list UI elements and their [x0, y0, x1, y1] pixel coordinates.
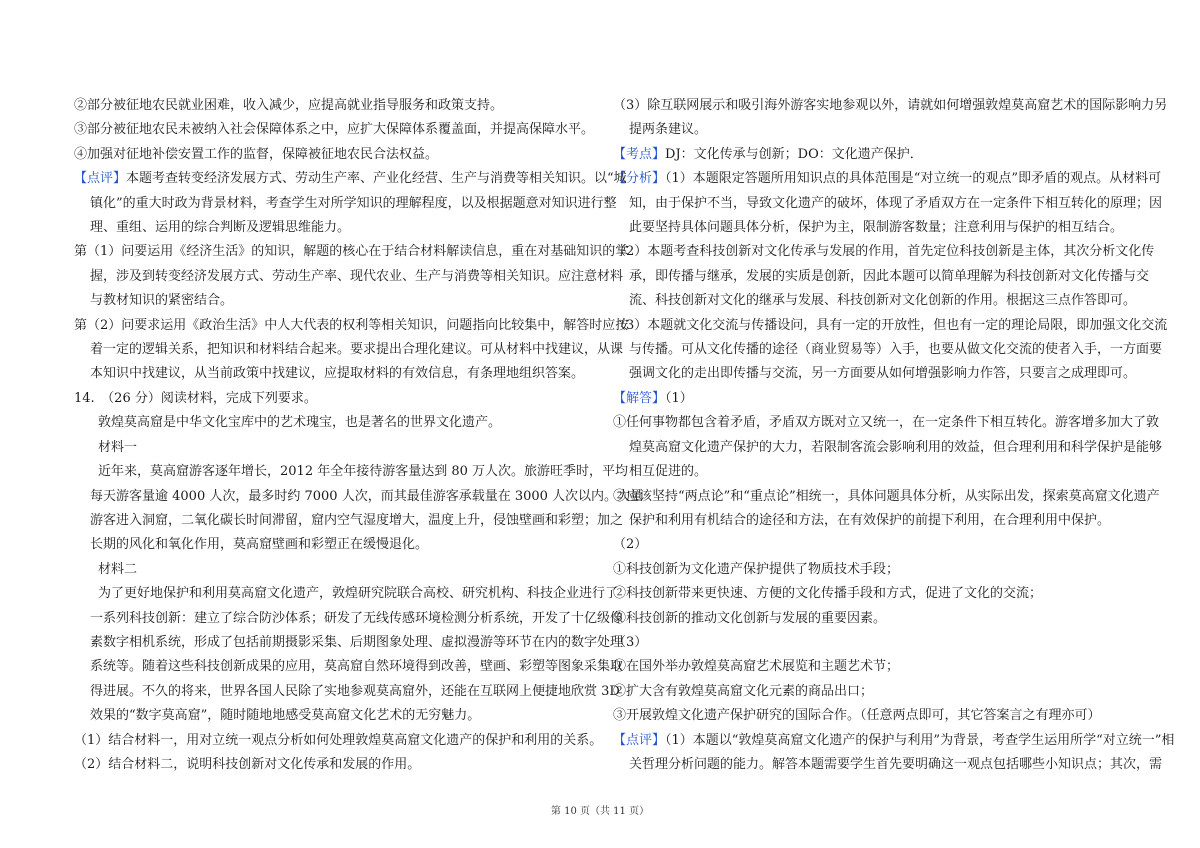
line-text: （3）除互联网展示和吸引海外游客实地参观以外，请就如何增强敦煌莫高窟艺术的国际影响力另 [613, 98, 1168, 113]
text-line [613, 387, 1131, 411]
line-text: 与教材知识的紧密结合。 [90, 293, 234, 309]
line-text: 保护和利用有机结合的途径和方法，在有效保护的前提下利用，在合理利用中保护。 [629, 512, 1111, 528]
section-tag: 【点评】 [613, 732, 666, 748]
line-text: ③开展敦煌文化遗产保护研究的国际合作。（任意两点即可，其它答案言之有理亦可） [613, 708, 1101, 724]
text-line [74, 387, 584, 411]
text-line [613, 485, 1160, 509]
text-line [74, 631, 624, 655]
text-line [613, 265, 1150, 289]
text-line [613, 143, 1131, 167]
text-line [613, 631, 1131, 655]
text-line [74, 240, 629, 264]
text-line [74, 533, 584, 557]
text-line [613, 436, 1163, 460]
text-line [74, 582, 619, 606]
section-tag: 【分析】 [613, 171, 666, 187]
line-text: （1）本题以“敦煌莫高窟文化遗产的保护与利用”为背景，考查学生运用所学“对立统一”相 [665, 732, 1175, 748]
line-text: 承，即传播与继承，发展的实质是创新，因此本题可以简单理解为科技创新对文化传播与交 [629, 268, 1150, 284]
text-line [613, 655, 1131, 679]
text-line [74, 338, 624, 362]
page-footer: 第 10 页（共 11 页） [550, 806, 650, 817]
text-line [74, 655, 624, 679]
text-line [613, 533, 1131, 557]
text-line [74, 265, 624, 289]
line-text: ②扩大含有敦煌莫高窟文化元素的商品出口； [613, 683, 874, 699]
text-line [613, 460, 1131, 484]
line-text: （2）结合材料二，说明科技创新对文化传承和发展的作用。 [74, 756, 421, 772]
line-text: （3） [613, 634, 648, 650]
line-text: ③部分被征地农民未被纳入社会保障体系之中，应扩大保障体系覆盖面，并提高保障水平。 [74, 122, 595, 138]
line-text: ②部分被征地农民就业困难，收入减少，应提高就业指导服务和政策支持。 [74, 98, 504, 113]
line-text: 此要坚持具体问题具体分析，保护为主，限制游客数量；注意利用与保护的相互结合。 [629, 220, 1124, 236]
line-text: 相互促进的。 [629, 464, 708, 480]
line-text: 得进展。不久的将来，世界各国人民除了实地参观莫高窟外，还能在互联网上便捷地欣赏 3D [90, 683, 620, 699]
text-line [613, 509, 1131, 533]
line-text: ①在国外举办敦煌莫高窟艺术展览和主题艺术节； [613, 659, 900, 675]
text-line [613, 216, 1131, 240]
line-text: 知，由于保护不当，导致文化遗产的破坏，体现了矛盾双方在一定条件下相互转化的原理；因 [629, 195, 1163, 211]
line-text: 本知识中找建议，从当前政策中找建议，应提取材料的有效信息，有条理地组织答案。 [90, 366, 585, 382]
line-text: 每天游客量逾 4000 人次，最多时约 7000 人次，而其最佳游客承载量在 3000 人次以内。大量 [90, 488, 644, 504]
text-line [613, 362, 1137, 386]
line-text: 流、科技创新对文化的继承与发展、科技创新对文化创新的作用。根据这三点作答即可。 [629, 293, 1137, 309]
line-text: 长期的风化和氧化作用，莫高窟壁画和彩塑正在缓慢退化。 [90, 537, 429, 553]
line-text: ①科技创新为文化遗产保护提供了物质技术手段； [613, 561, 900, 577]
text-line [613, 582, 1131, 606]
text-line [613, 167, 1162, 191]
line-text: 理、重组、运用的综合判断及逻辑思维能力。 [90, 220, 351, 236]
line-text: 效果的“数字莫高窟”，随时随地地感受莫高窟文化艺术的无穷魅力。 [90, 708, 481, 724]
section-tag: 【解答】 [613, 390, 666, 406]
line-text: 第（1）问要运用《经济生活》的知识，解题的核心在于结合材料解读信息，重在对基础知识的掌 [74, 244, 629, 260]
line-text: （2） [613, 537, 648, 553]
text-line [74, 411, 584, 435]
text-line [74, 192, 617, 216]
right-column [613, 94, 1175, 777]
line-text: ③科技创新的推动文化创新与发展的重要因素。 [613, 610, 887, 626]
text-line [613, 753, 1163, 777]
text-line [613, 240, 1155, 264]
line-text: （1）结合材料一，用对立统一观点分析如何处理敦煌莫高窟文化遗产的保护和利用的关系。 [74, 732, 603, 748]
line-text: 与传播。可从文化传播的途径（商业贸易等）入手，也要从做文化交流的使者入手，一方面要 [629, 342, 1163, 358]
line-text: 强调文化的走出即传播与交流，另一方面要从如何增强影响力作答，只要言之成理即可。 [629, 366, 1137, 382]
line-text: 敦煌莫高窟是中华文化宝库中的艺术瑰宝，也是著名的世界文化遗产。 [98, 415, 502, 431]
line-text: 煌莫高窟文化遗产保护的大力，若限制客流会影响利用的效益，但合理利用和科学保护是能够 [629, 439, 1163, 455]
text-line [74, 558, 584, 582]
line-text: ②科技创新带来更快速、方便的文化传播手段和方式，促进了文化的交流； [613, 586, 1043, 602]
text-line [74, 509, 624, 533]
text-line [613, 314, 1168, 338]
text-line [613, 338, 1163, 362]
line-text: （1） [665, 390, 693, 406]
line-text: 镇化”的重大时政为背景材料，考查学生对所学知识的理解程度，以及根据题意对知识进行整 [90, 195, 617, 211]
text-line [74, 314, 629, 338]
text-line [74, 704, 584, 728]
line-text: 材料二 [98, 561, 138, 577]
line-text: 近年来，莫高窟游客逐年增长，2012 年全年接待游客量达到 80 万人次。旅游旺季时，平均 [98, 464, 629, 480]
text-line [613, 680, 1131, 704]
text-line [74, 436, 584, 460]
line-text: 材料一 [98, 439, 138, 455]
text-line [613, 118, 1131, 142]
text-line [74, 460, 629, 484]
line-text: 着一定的逻辑关系，把知识和材料结合起来。要求提出合理化建议。可从材料中找建议，从课 [90, 342, 624, 358]
line-text: 系统等。随着这些科技创新成果的应用，莫高窟自然环境得到改善，壁画、彩塑等图象采集取 [90, 659, 624, 675]
line-text: 第（2）问要求运用《政治生活》中人大代表的权利等相关知识，问题指向比较集中，解答时应按 [74, 317, 629, 333]
line-text: 14. （26 分）阅读材料，完成下列要求。 [74, 390, 317, 406]
text-line [74, 289, 584, 313]
line-text: ①任何事物都包含着矛盾，矛盾双方既对立又统一，在一定条件下相互转化。游客增多加大了敦 [613, 415, 1160, 431]
line-text: 本题考查转变经济发展方式、劳动生产率、产业化经营、生产与消费等相关知识。以“城 [126, 171, 627, 187]
line-text: 游客进入洞窟，二氧化碳长时间滞留，窟内空气湿度增大，温度上升，侵蚀壁画和彩塑；加之 [90, 512, 624, 528]
line-text: ②应该坚持“两点论”和“重点论”相统一，具体问题具体分析，从实际出发，探索莫高窟文化遗产 [613, 488, 1160, 504]
text-line [613, 729, 1175, 753]
section-tag: 【点评】 [74, 171, 127, 187]
text-line [74, 680, 620, 704]
line-text: 为了更好地保护和利用莫高窟文化遗产，敦煌研究院联合高校、研究机构、科技企业进行了 [98, 586, 619, 602]
text-line [613, 192, 1163, 216]
line-text: 一系列科技创新：建立了综合防沙体系；研发了无线传感环境检测分析系统，开发了十亿级像 [90, 610, 624, 626]
text-line [74, 216, 584, 240]
line-text: （3）本题就文化交流与传播设问，具有一定的开放性，但也有一定的理论局限，即加强文化交流 [613, 317, 1168, 333]
text-line [74, 94, 584, 118]
line-text: 提两条建议。 [629, 122, 708, 138]
text-line [613, 411, 1160, 435]
line-text: DJ：文化传承与创新；DO：文化遗产保护． [665, 146, 923, 162]
text-line [74, 485, 644, 509]
line-text: （1）本题限定答题所用知识点的具体范围是“对立统一的观点”即矛盾的观点。从材料可 [665, 171, 1162, 187]
text-line [74, 753, 584, 777]
text-line [613, 607, 1131, 631]
text-line [74, 607, 624, 631]
text-line [74, 143, 584, 167]
line-text: 素数字相机系统，形成了包括前期摄影采集、后期图象处理、虚拟漫游等环节在内的数字处理 [90, 634, 624, 650]
line-text: ④加强对征地补偿安置工作的监督，保障被征地农民合法权益。 [74, 146, 439, 162]
text-line [613, 704, 1131, 728]
text-line [613, 289, 1137, 313]
section-tag: 【考点】 [613, 146, 666, 162]
text-line [613, 558, 1131, 582]
text-line [74, 118, 595, 142]
line-text: （2）本题考查科技创新对文化传承与发展的作用，首先定位科技创新是主体，其次分析文化传 [613, 244, 1155, 260]
line-text: 握，涉及到转变经济发展方式、劳动生产率、现代农业、生产与消费等相关知识。应注意材料 [90, 268, 624, 284]
text-line [74, 362, 584, 386]
line-text: 关哲理分析问题的能力。解答本题需要学生首先要明确这一观点包括哪些小知识点；其次，需 [629, 756, 1163, 772]
text-line [613, 94, 1168, 118]
text-line [74, 729, 603, 753]
text-line [74, 167, 627, 191]
